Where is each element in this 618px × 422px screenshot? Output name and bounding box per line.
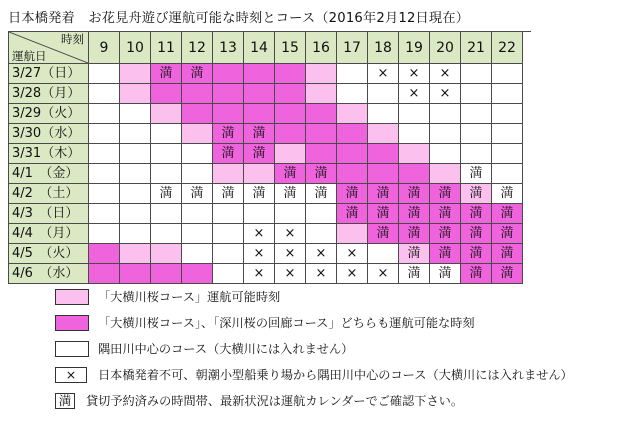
slot-cell [492,164,523,184]
slot-cell [151,124,182,144]
slot-cell [213,264,244,284]
slot-cell: 満 [430,264,461,284]
slot-cell [89,84,120,104]
hour-header: 14 [244,32,275,64]
slot-cell [89,244,120,264]
slot-cell: × [368,64,399,84]
slot-cell [120,144,151,164]
slot-cell: 満 [368,224,399,244]
slot-cell: 満 [399,244,430,264]
slot-cell [89,184,120,204]
slot-cell [461,124,492,144]
slot-cell [120,264,151,284]
slot-cell [182,104,213,124]
row-date-label: 4/5 （火） [9,244,89,264]
slot-cell: 満 [461,184,492,204]
legend-swatch: 満 [55,393,75,409]
slot-cell [244,64,275,84]
legend-label: 貸切予約済みの時間帯、最新状況は運航カレンダーでご確認下さい。 [86,394,464,408]
hour-header: 17 [337,32,368,64]
slot-cell [306,104,337,124]
slot-cell [275,204,306,224]
slot-cell: 満 [399,184,430,204]
slot-cell: 満 [492,224,523,244]
slot-cell: 満 [492,184,523,204]
slot-cell [182,264,213,284]
slot-cell: × [337,244,368,264]
slot-cell: 満 [244,184,275,204]
slot-cell [120,64,151,84]
slot-cell: 満 [399,224,430,244]
slot-cell [368,124,399,144]
slot-cell: 満 [461,264,492,284]
legend-item [40,287,612,307]
slot-cell [151,224,182,244]
slot-cell: 満 [430,184,461,204]
corner-time-label: 時刻 [61,32,84,46]
row-date-label: 4/4 （月） [9,224,89,244]
hour-header: 12 [182,32,213,64]
hour-header: 11 [151,32,182,64]
slot-cell: 満 [337,204,368,224]
slot-cell [120,164,151,184]
slot-cell [430,144,461,164]
slot-cell: × [244,224,275,244]
slot-cell [337,84,368,104]
slot-cell [306,64,337,84]
slot-cell [492,104,523,124]
slot-cell [213,84,244,104]
slot-cell: 満 [461,224,492,244]
slot-cell: 満 [492,264,523,284]
slot-cell: 満 [213,124,244,144]
slot-cell [151,244,182,264]
hour-header: 22 [492,32,523,64]
row-date-label: 4/3 （日） [9,204,89,224]
slot-cell: × [430,64,461,84]
slot-cell [306,144,337,164]
slot-cell [182,164,213,184]
slot-cell [368,84,399,104]
slot-cell [337,64,368,84]
row-date-label: 3/28（月） [9,84,89,104]
slot-cell [213,244,244,264]
legend-item [40,365,612,385]
row-date-label: 4/1 （金） [9,164,89,184]
slot-cell [275,84,306,104]
legend-label: 「大横川桜コース」、「深川桜の回廊コース」どちらも運航可能な時刻 [98,316,475,330]
slot-cell [213,164,244,184]
slot-cell: 満 [399,264,430,284]
slot-cell [430,104,461,124]
slot-cell [120,84,151,104]
slot-cell [430,164,461,184]
slot-cell [275,124,306,144]
slot-cell: × [306,244,337,264]
legend-label: 隅田川中心のコース（大横川には入れません） [98,342,354,356]
hour-header: 9 [89,32,120,64]
slot-cell: 満 [275,184,306,204]
slot-cell [337,144,368,164]
slot-cell [492,144,523,164]
slot-cell: 満 [213,184,244,204]
slot-cell: 満 [306,184,337,204]
slot-cell: 満 [244,124,275,144]
slot-cell [213,64,244,84]
slot-cell [89,224,120,244]
slot-cell [213,204,244,224]
slot-cell [182,124,213,144]
slot-cell [120,184,151,204]
slot-cell [275,144,306,164]
legend-swatch [55,289,89,305]
slot-cell: 満 [368,204,399,224]
slot-cell [461,64,492,84]
slot-cell [120,204,151,224]
slot-cell [492,64,523,84]
slot-cell [430,124,461,144]
slot-cell: 満 [213,144,244,164]
slot-cell [120,124,151,144]
slot-cell [213,224,244,244]
slot-cell [244,164,275,184]
slot-cell [120,224,151,244]
hour-header: 20 [430,32,461,64]
slot-cell: 満 [337,184,368,204]
slot-cell [182,224,213,244]
slot-cell [368,244,399,264]
slot-cell [337,164,368,184]
slot-cell [89,104,120,124]
slot-cell [461,144,492,164]
slot-cell [151,204,182,224]
slot-cell [337,224,368,244]
legend [40,287,612,417]
slot-cell: × [244,244,275,264]
slot-cell: 満 [182,184,213,204]
legend-label: 「大横川桜コース」運航可能時刻 [98,290,281,304]
slot-cell: × [275,224,306,244]
slot-cell [368,164,399,184]
slot-cell [275,104,306,124]
slot-cell [89,204,120,224]
legend-item [40,313,612,333]
legend-label: 日本橋発着不可、朝潮小型船乗り場から隅田川中心のコース（大横川には入れません） [98,368,573,382]
slot-cell: × [306,264,337,284]
hour-header: 19 [399,32,430,64]
slot-cell [368,104,399,124]
slot-cell: 満 [492,204,523,224]
slot-cell [275,64,306,84]
header-corner [9,32,89,64]
row-date-label: 3/29（火） [9,104,89,124]
slot-cell [89,64,120,84]
slot-cell: 満 [399,204,430,224]
slot-cell [182,144,213,164]
slot-cell [151,104,182,124]
slot-cell: 満 [275,164,306,184]
slot-cell [213,104,244,124]
legend-swatch [55,341,89,357]
row-date-label: 3/30（水） [9,124,89,144]
slot-cell [337,124,368,144]
slot-cell [368,144,399,164]
slot-cell [399,124,430,144]
slot-cell: 満 [151,184,182,204]
slot-cell [399,104,430,124]
slot-cell [306,204,337,224]
slot-cell: 満 [461,204,492,224]
slot-cell: 満 [461,244,492,264]
slot-cell [492,84,523,104]
slot-cell [306,124,337,144]
slot-cell [244,204,275,224]
slot-cell [399,164,430,184]
schedule-table [8,31,531,284]
slot-cell [306,84,337,104]
hour-header: 13 [213,32,244,64]
slot-cell [89,124,120,144]
legend-item [40,339,612,359]
slot-cell: × [399,84,430,104]
slot-cell [337,104,368,124]
page-title: 日本橋発着 お花見舟遊び運航可能な時刻とコース（2016年2月12日現在） [8,11,470,26]
slot-cell: × [244,264,275,284]
legend-item [40,391,612,411]
slot-cell [306,224,337,244]
slot-cell [151,84,182,104]
slot-cell [399,144,430,164]
hour-header: 15 [275,32,306,64]
slot-cell: 満 [492,244,523,264]
slot-cell [182,244,213,264]
row-date-label: 4/2 （土） [9,184,89,204]
legend-swatch: × [55,367,87,383]
hour-header: 10 [120,32,151,64]
slot-cell [244,104,275,124]
row-date-label: 4/6 （水） [9,264,89,284]
slot-cell [244,84,275,104]
slot-cell: × [399,64,430,84]
slot-cell [151,144,182,164]
legend-swatch [55,315,89,331]
corner-date-label: 運航日 [12,49,47,63]
hour-header: 16 [306,32,337,64]
slot-cell [461,84,492,104]
row-date-label: 3/31（木） [9,144,89,164]
slot-cell [120,244,151,264]
slot-cell: 満 [430,204,461,224]
slot-cell [151,164,182,184]
slot-cell: × [430,84,461,104]
slot-cell [182,84,213,104]
slot-cell: 満 [182,64,213,84]
slot-cell: 満 [461,164,492,184]
hour-header: 21 [461,32,492,64]
slot-cell: × [337,264,368,284]
hour-header: 18 [368,32,399,64]
slot-cell [89,264,120,284]
slot-cell [492,124,523,144]
slot-cell [89,144,120,164]
slot-cell: × [275,264,306,284]
slot-cell: 満 [151,64,182,84]
slot-cell [151,264,182,284]
slot-cell: 満 [244,144,275,164]
slot-cell: 満 [368,184,399,204]
slot-cell [89,164,120,184]
slot-cell: × [275,244,306,264]
slot-cell [182,204,213,224]
slot-cell [461,104,492,124]
slot-cell [120,104,151,124]
slot-cell: 満 [430,224,461,244]
slot-cell: × [368,264,399,284]
slot-cell: 満 [306,164,337,184]
row-date-label: 3/27（日） [9,64,89,84]
slot-cell: 満 [430,244,461,264]
